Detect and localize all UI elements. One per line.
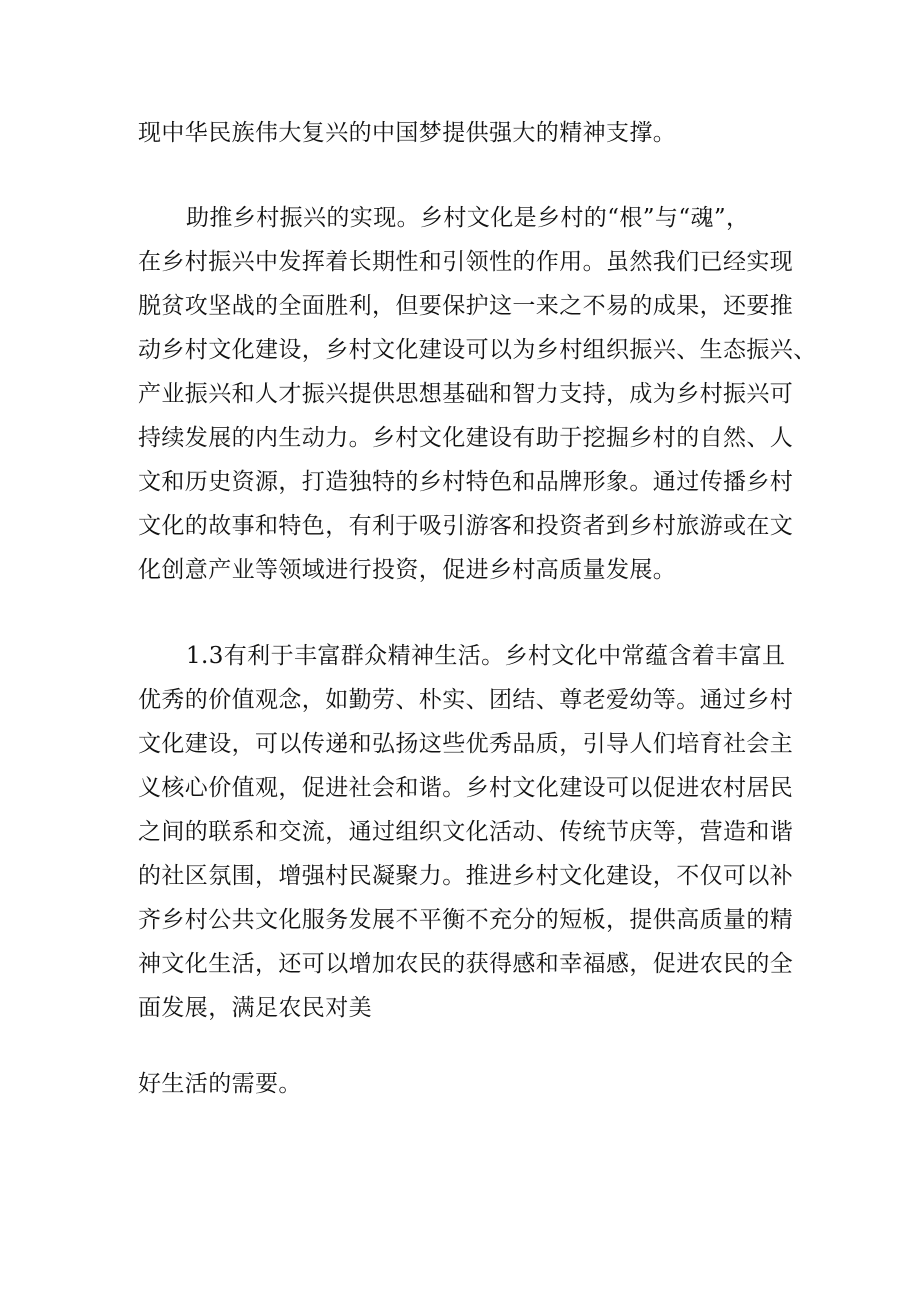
text-line: 之间的联系和交流，通过组织文化活动、传统节庆等，营造和谐 bbox=[138, 819, 794, 845]
text-line: 化创意产业等领域进行投资，促进乡村高质量发展。 bbox=[138, 557, 677, 583]
text-line: 好生活的需要。 bbox=[138, 1071, 302, 1097]
text-line: 文和历史资源，打造独特的乡村特色和品牌形象。通过传播乡村 bbox=[138, 469, 794, 495]
text-line: 助推乡村振兴的实现。乡村文化是乡村的“根”与“魂”， bbox=[186, 205, 750, 231]
text-line: 的社区氛围，增强村民凝聚力。推进乡村文化建设，不仅可以补 bbox=[138, 863, 794, 889]
text-line: 动乡村文化建设，乡村文化建设可以为乡村组织振兴、生态振兴、 bbox=[138, 337, 817, 363]
text-line: 在乡村振兴中发挥着长期性和引领性的作用。虽然我们已经实现 bbox=[138, 249, 794, 275]
text-line: 优秀的价值观念，如勤劳、朴实、团结、尊老爱幼等。通过乡村 bbox=[138, 687, 794, 713]
text-line: 神文化生活，还可以增加农民的获得感和幸福感，促进农民的全 bbox=[138, 951, 794, 977]
text-line: 文化的故事和特色，有利于吸引游客和投资者到乡村旅游或在文 bbox=[138, 513, 794, 539]
text-line: 持续发展的内生动力。乡村文化建设有助于挖掘乡村的自然、人 bbox=[138, 425, 794, 451]
text-line: 齐乡村公共文化服务发展不平衡不充分的短板，提供高质量的精 bbox=[138, 907, 794, 933]
text-line: 义核心价值观，促进社会和谐。乡村文化建设可以促进农村居民 bbox=[138, 775, 794, 801]
text-line: 1.3有利于丰富群众精神生活。乡村文化中常蕴含着丰富且 bbox=[186, 643, 786, 669]
text-line: 脱贫攻坚战的全面胜利，但要保护这一来之不易的成果，还要推 bbox=[138, 293, 794, 319]
text-line: 面发展，满足农民对美 bbox=[138, 995, 372, 1021]
text-line: 现中华民族伟大复兴的中国梦提供强大的精神支撑。 bbox=[138, 120, 677, 146]
text-line: 产业振兴和人才振兴提供思想基础和智力支持，成为乡村振兴可 bbox=[138, 381, 794, 407]
text-line: 文化建设，可以传递和弘扬这些优秀品质，引导人们培育社会主 bbox=[138, 731, 794, 757]
